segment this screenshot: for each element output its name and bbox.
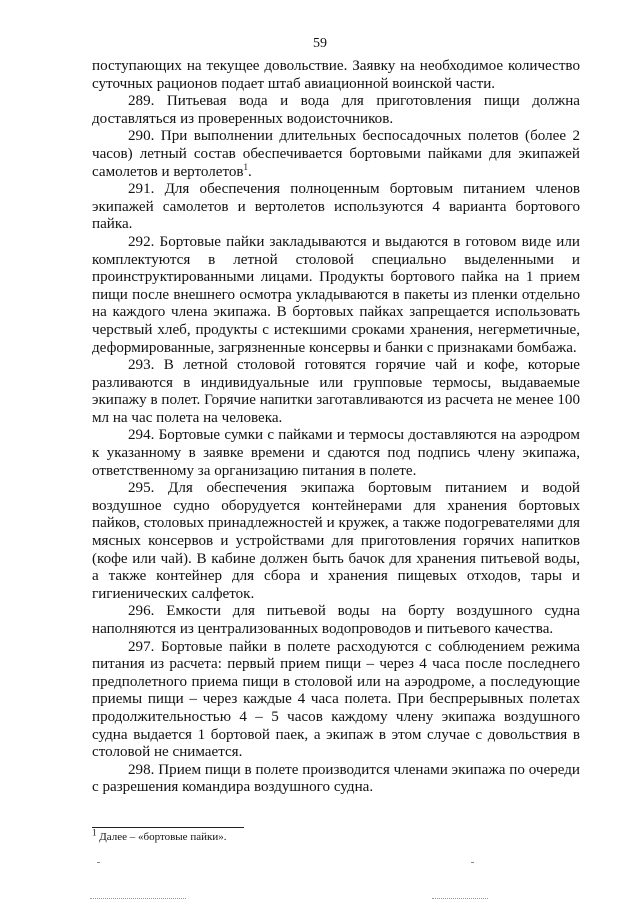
footnote-reference: 1	[243, 161, 249, 172]
paragraph-290-text: 290. При выполнении длительных беспосадочных полетов (более 2 часов) летный состав обеспечивается бортовыми пайками для экипажей самолетов и вертолетов	[92, 128, 580, 180]
page-number: 59	[313, 36, 327, 51]
paragraph-298: 298. Прием пищи в полете производится членами экипажа по очереди с разрешения командира воздушного судна.	[92, 761, 580, 796]
paragraph-292: 292. Бортовые пайки закладываются и выдаются в готовом виде или комплектуются в летной столовой специально выделенными и проинструктированными лицами. Продукты бортового пайка на 1 прием пищи после внешнего осмотра укладываются в пакеты из пленки отдельно на каждого члена экипажа. В бортовых пайках запрещается использовать черствый хлеб, продукты с истекшими сроками хранения, негерметичные, деформированные, загрязненные консервы и банки с признаками бомбажа.	[92, 233, 580, 356]
paragraph-290-tail: .	[248, 163, 252, 180]
footnote	[92, 827, 227, 844]
paragraph-293: 293. В летной столовой готовятся горячие чай и кофе, которые разливаются в индивидуальные или групповые термосы, выдаваемые экипажу в полет. Горячие напитки заготавливаются из расчета не менее 100 мл на час полета на человека.	[92, 357, 580, 426]
footnote-separator	[92, 827, 244, 828]
paragraph-297: 297. Бортовые пайки в полете расходуются с соблюдением режима питания из расчета: первый прием пищи – через 4 часа после последнего предполетного приема пищи в столовой или на аэродроме, а последующие приемы пищи – через каждые 4 часа полета. При беспрерывных полетах продолжительностью 4 – 5 часов каждому члену экипажа воздушного судна выдается 1 бортовой паек, а экипаж в этом случае с довольствия в столовой не снимается.	[92, 638, 580, 761]
paragraph-291: 291. Для обеспечения полноценным бортовым питанием членов экипажей самолетов и вертолетов используются 4 варианта бортового пайка.	[92, 181, 580, 233]
paragraph-294: 294. Бортовые сумки с пайками и термосы доставляются на аэродром к указанному в заявке времени и сдаются под подпись члену экипажа, ответственному за организацию питания в полете.	[92, 427, 580, 479]
paragraph-296: 296. Емкости для питьевой воды на борту воздушного судна наполняются из централизованных водопроводов и питьевого качества.	[92, 603, 580, 637]
scan-artifact	[97, 862, 100, 863]
scan-artifact	[471, 862, 474, 863]
scan-artifact-line	[90, 898, 186, 899]
paragraph-295: 295. Для обеспечения экипажа бортовым питанием и водой воздушное судно оборудуется контейнерами для хранения бортовых пайков, столовых принадлежностей и кружек, а также подогревателями для мясных консервов и устройствами для приготовления горячих напитков (кофе или чай). В кабине должен быть бачок для хранения питьевой воды, а также контейнер для сбора и хранения пищевых отходов, тары и гигиенических салфеток.	[92, 480, 580, 602]
scan-artifact-line	[432, 898, 488, 899]
footnote-text: Далее – «бортовые пайки».	[99, 831, 227, 843]
paragraph-290	[92, 128, 580, 181]
paragraph-continuation: поступающих на текущее довольствие. Заявку на необходимое количество суточных рационов подает штаб авиационной воинской части.	[92, 58, 580, 92]
footnote-marker: 1	[92, 827, 97, 838]
paragraph-289: 289. Питьевая вода и вода для приготовления пищи должна доставляться из проверенных водоисточников.	[92, 93, 580, 127]
document-body	[92, 58, 580, 797]
